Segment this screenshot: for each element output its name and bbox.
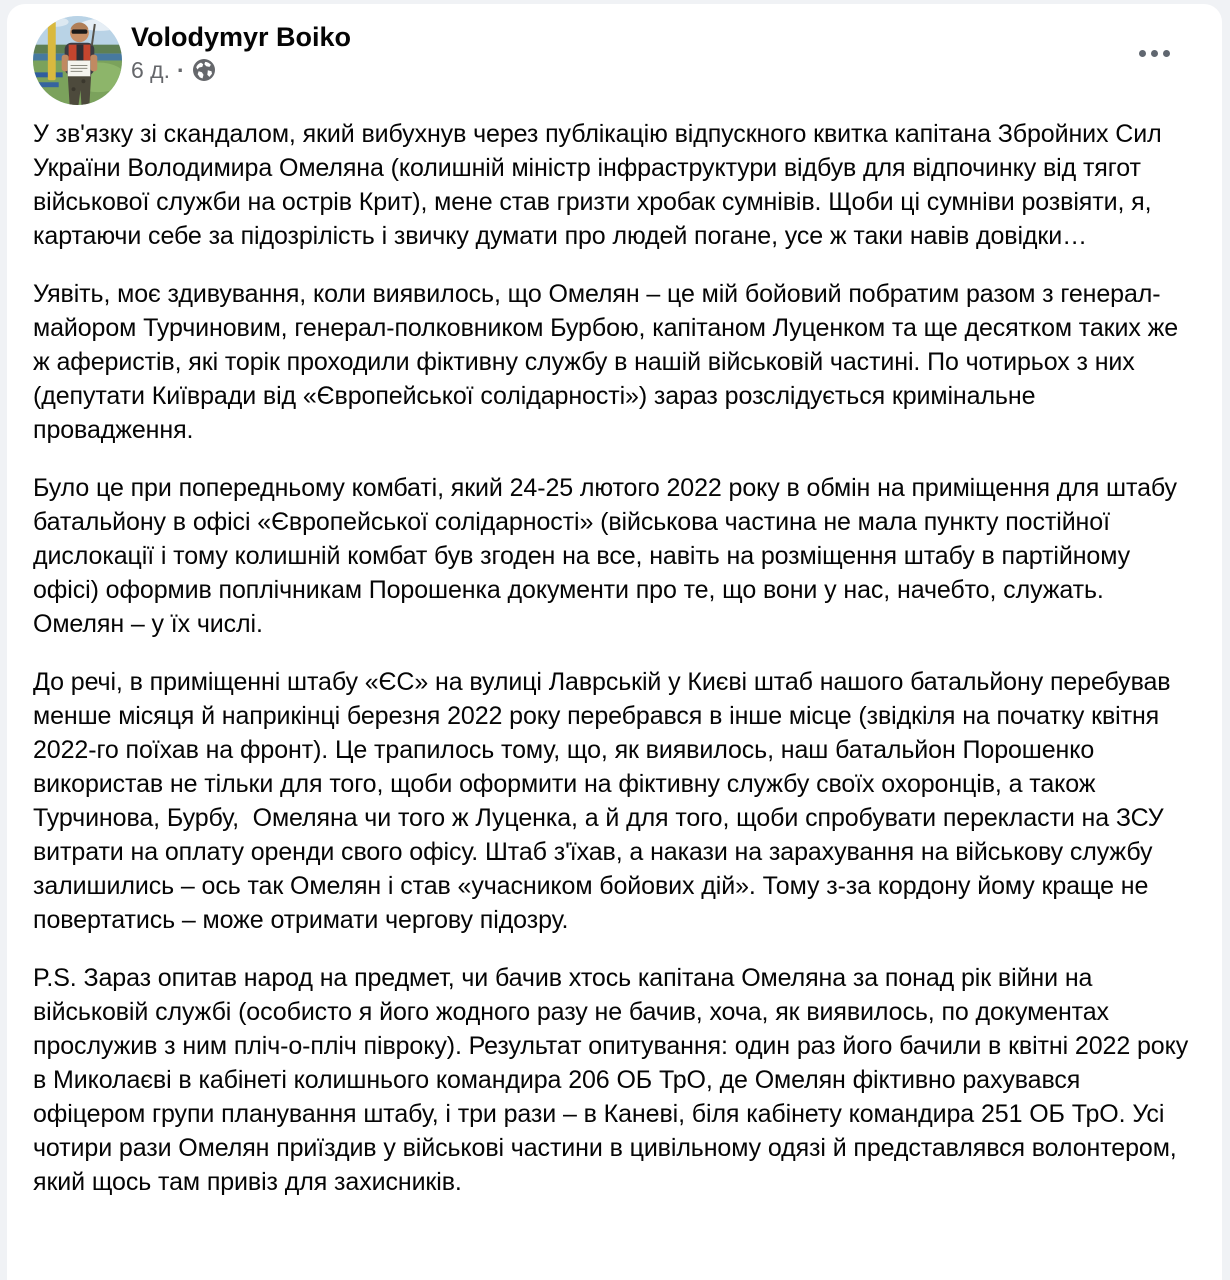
avatar-photo	[33, 16, 122, 105]
post-options-button[interactable]	[1131, 42, 1178, 65]
post-timestamp[interactable]: 6 д.	[131, 56, 170, 83]
post-text	[33, 117, 1196, 1199]
post-paragraph-1: У зв'язку зі скандалом, який вибухнув через публікацію відпускного квитка капітана Збройних Сил України Володимира Омеляна (колишній міністр інфраструктури відбув для відпочинку від тягот військової служби на острів Крит), мене став гризти хробак сумнівів. Щоби ці сумніви розвіяти, я, картаючи себе за підозрілість і звичку думати про людей погане, усе ж таки навів довідки…	[33, 120, 1169, 250]
ellipsis-icon	[1139, 50, 1170, 57]
author-name[interactable]: Volodymyr Boiko	[131, 22, 352, 52]
post-header-text	[131, 16, 1131, 82]
post-header	[33, 16, 1196, 105]
post-paragraph-5: P.S. Зараз опитав народ на предмет, чи бачив хтось капітана Омеляна за понад рік війни на військовій службі (особисто я його жодного разу не бачив, хоча, як виявилось, по документах прослужив з ним пліч-о-пліч півроку). Результат опитування: один раз його бачили в квітні 2022 року в Миколаєві в кабінеті колишнього командира 206 ОБ ТрО, де Омелян фіктивно рахувався офіцером групи планування штабу, і три рази – в Каневі, біля кабінету командира 251 ОБ ТрО. Усі чотири рази Омелян приїздив у військові частини в цивільному одязі й представлявся волонтером, який щось там привіз для захисників.	[33, 964, 1195, 1196]
post-paragraph-2: Уявіть, моє здивування, коли виявилось, що Омелян – це мій бойовий побратим разом з генерал-майором Турчиновим, генерал-полковником Бурбою, капітаном Луценком та ще десятком таких же ж аферистів, які торік проходили фіктивну службу в нашій військовій частині. По чотирьох з них (депутати Київради від «Європейської солідарності») зараз розслідується кримінальне провадження.	[33, 280, 1185, 444]
globe-icon	[192, 58, 216, 82]
facebook-post-card	[7, 4, 1222, 1280]
post-meta	[131, 58, 1131, 82]
post-paragraph-4: До речі, в приміщенні штабу «ЄС» на вулиці Лаврській у Києві штаб нашого батальйону перебував менше місяця й наприкінці березня 2022 року перебрався в інше місце (звідкіля на початку квітня 2022-го поїхав на фронт). Це трапилось тому, що, як виявилось, наш батальйон Порошенко використав не тільки для того, щоби оформити на фіктивну службу своїх охоронців, а також Турчинова, Бурбу, Омеляна чи того ж Луценка, а й для того, щоби спробувати перекласти на ЗСУ витрати на оплату оренди свого офісу. Штаб з'їхав, а накази на зарахування на військову службу залишились – ось так Омелян і став «учасником бойових дій». Тому з-за кордону йому краще не повертатись – може отримати чергову підозру.	[33, 668, 1178, 934]
avatar[interactable]	[33, 16, 122, 105]
meta-separator: ·	[177, 56, 185, 83]
post-paragraph-3: Було це при попередньому комбаті, який 24-25 лютого 2022 року в обмін на приміщення для штабу батальйону в офісі «Європейської солідарності» (військова частина не мала пункту постійної дислокації і тому колишній комбат був згоден на все, навіть на розміщення штабу в партійному офісі) оформив поплічникам Порошенка документи про те, що вони у нас, начебто, служать. Омелян – у їх числі.	[33, 474, 1184, 638]
